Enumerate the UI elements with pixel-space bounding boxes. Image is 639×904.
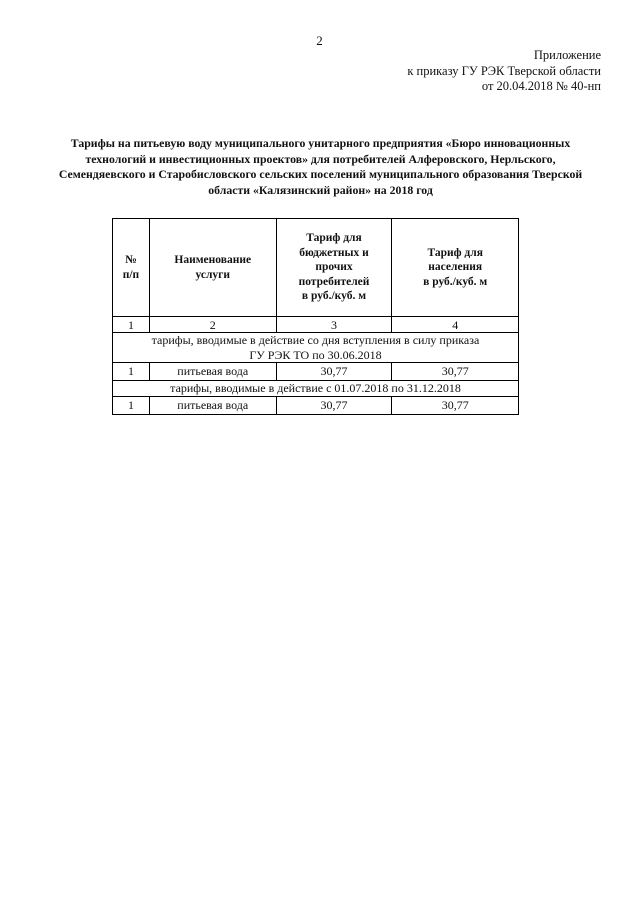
header-number-line-1: № (125, 254, 137, 266)
header-budget-line-2: бюджетных и (299, 246, 369, 259)
header-population-line-1: Тариф для (427, 246, 483, 259)
column-number: 1 (113, 317, 150, 333)
header-budget-line-3: прочих (315, 261, 353, 274)
appendix-block (407, 48, 601, 95)
header-number-line-2: п/п (122, 268, 140, 281)
section-heading-row (113, 333, 519, 363)
row-service: питьевая вода (149, 396, 276, 414)
document-title: Тарифы на питьевую воду муниципального унитарного предприятия «Бюро инновационных технологий и инвестиционных проектов» для потребителей Алферовского, Нерльского, Семендяевского и Старобисловского сельских поселений муниципального образования Тверской области «Калязинский район» на 2018 год (58, 136, 583, 197)
row-number: 1 (113, 363, 150, 381)
table-row (113, 363, 519, 381)
column-number: 4 (392, 317, 519, 333)
appendix-line-2: к приказу ГУ РЭК Тверской области (407, 63, 601, 78)
header-budget-line-5: в руб./куб. м (301, 290, 367, 303)
section-heading-line-1: тарифы, вводимые в действие с 01.07.2018 по 31.12.2018 (170, 381, 461, 395)
appendix-line-1: Приложение (533, 48, 601, 62)
page-number: 2 (316, 33, 323, 48)
header-population-line-3: в руб./куб. м (423, 275, 488, 288)
section-heading-line-1: тарифы, вводимые в действие со дня вступления в силу приказа (151, 333, 480, 347)
header-budget-tariff (276, 219, 392, 317)
column-number: 2 (149, 317, 276, 333)
header-service (149, 219, 276, 317)
row-budget-tariff: 30,77 (276, 363, 392, 381)
row-population-tariff: 30,77 (392, 363, 519, 381)
row-number: 1 (113, 396, 150, 414)
column-number: 3 (276, 317, 392, 333)
section-heading-line-2: ГУ РЭК ТО по 30.06.2018 (249, 347, 382, 362)
section-heading (113, 381, 519, 397)
table-header-row (113, 219, 519, 317)
header-service-line-1: Наименование (174, 254, 252, 266)
header-population-tariff (392, 219, 519, 317)
header-population-line-2: населения (428, 261, 483, 274)
header-number (113, 219, 150, 317)
section-heading (113, 333, 519, 363)
section-heading-row (113, 381, 519, 397)
appendix-line-3: от 20.04.2018 № 40-нп (481, 79, 601, 93)
column-number-row (113, 317, 519, 333)
row-budget-tariff: 30,77 (276, 396, 392, 414)
header-budget-line-4: потребителей (298, 275, 370, 288)
tariff-table (112, 218, 519, 415)
header-service-line-2: услуги (195, 268, 231, 281)
row-population-tariff: 30,77 (392, 396, 519, 414)
header-budget-line-1: Тариф для (306, 232, 362, 245)
table-row (113, 396, 519, 414)
row-service: питьевая вода (149, 363, 276, 381)
